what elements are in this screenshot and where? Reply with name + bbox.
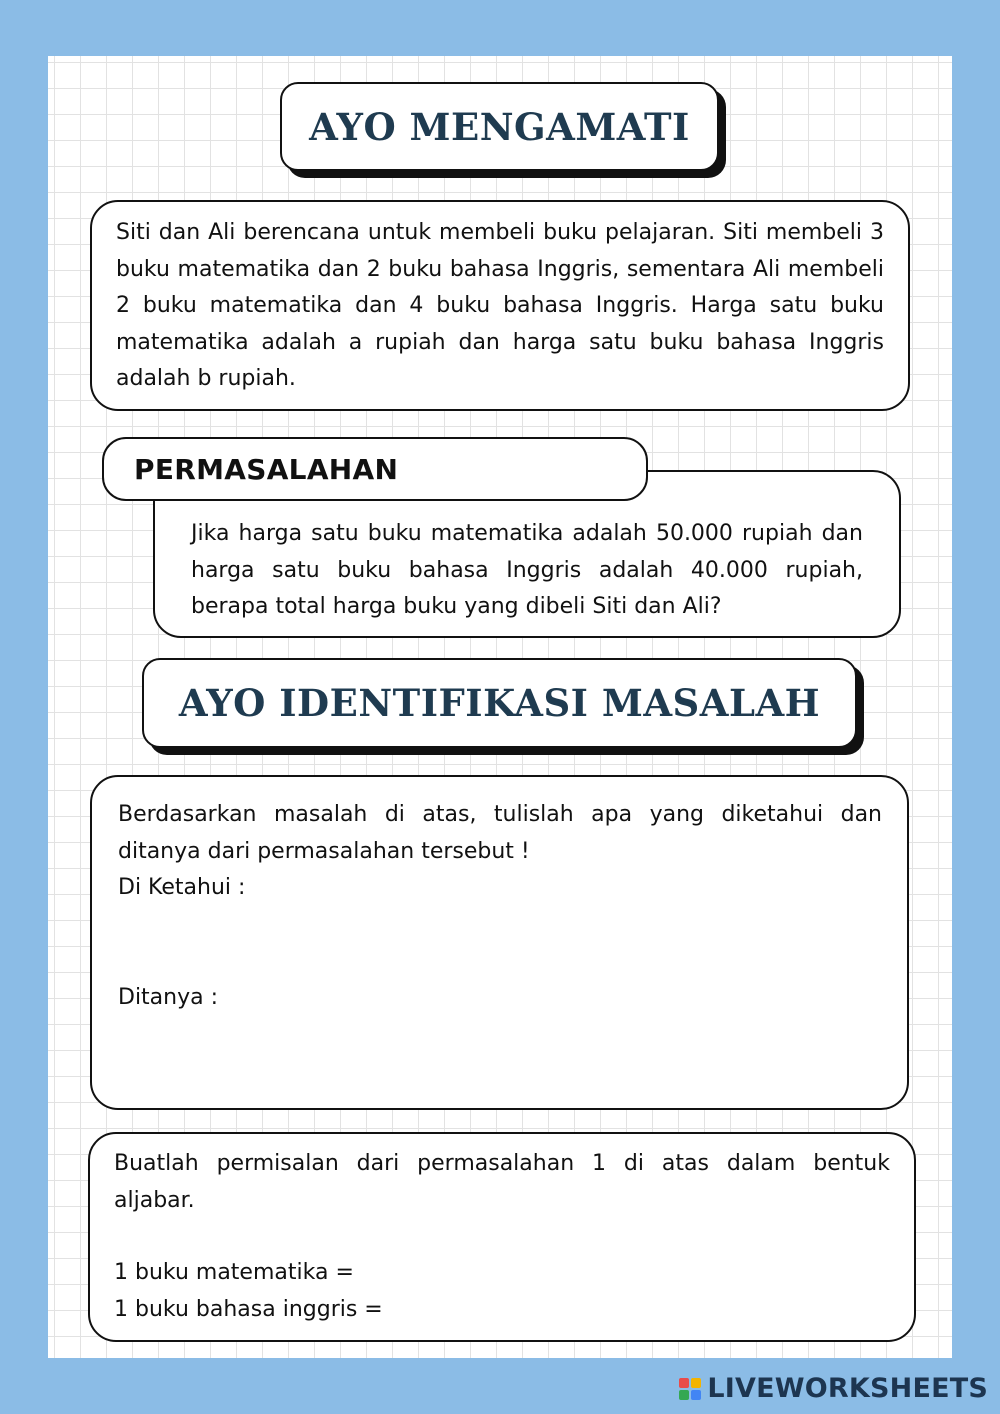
section2-title-text: AYO IDENTIFIKASI MASALAH [178,681,821,725]
algebra-instruction: Buatlah permisalan dari permasalahan 1 di atas dalam bentuk aljabar. [114,1151,890,1213]
algebra-line-english: 1 buku bahasa inggris = [114,1296,383,1322]
liveworksheets-logo-icon [679,1378,701,1400]
title-ayo-identifikasi-masalah [142,658,857,748]
known-label: Di Ketahui : [118,875,246,900]
problem-label: PERMASALAHAN [134,452,399,486]
logo-square-1 [679,1378,689,1388]
title-text: AYO MENGAMATI [309,104,690,149]
asked-label: Ditanya : [118,984,219,1010]
liveworksheets-logo-text: LIVEWORKSHEETS [707,1373,988,1404]
title-ayo-mengamati [280,82,719,171]
intro-box [90,200,910,411]
algebra-spacer [114,1219,890,1255]
algebra-line-math: 1 buku matematika = [114,1260,354,1285]
identify-box [90,775,909,1110]
algebra-box [88,1132,916,1342]
logo-square-4 [691,1390,701,1400]
problem-text: Jika harga satu buku matematika adalah 50.000 rupiah dan harga satu buku bahasa Inggris adalah 40.000 rupiah, berapa total harga buku yang dibeli Siti dan Ali? [191,521,863,619]
problem-label-tab [102,437,648,501]
logo-square-2 [691,1378,701,1388]
liveworksheets-logo[interactable] [679,1373,988,1404]
known-answer-area[interactable] [118,907,882,980]
intro-text: Siti dan Ali berencana untuk membeli buku pelajaran. Siti membeli 3 buku matematika dan 2 buku bahasa Inggris, sementara Ali membeli 2 buku matematika dan 4 buku bahasa Inggris. Harga satu buku matematika adalah a rupiah dan harga satu buku bahasa Inggris adalah b rupiah. [116,220,884,391]
identify-instruction: Berdasarkan masalah di atas, tulislah apa yang diketahui dan ditanya dari permasalahan tersebut ! [118,802,882,864]
logo-square-3 [679,1390,689,1400]
